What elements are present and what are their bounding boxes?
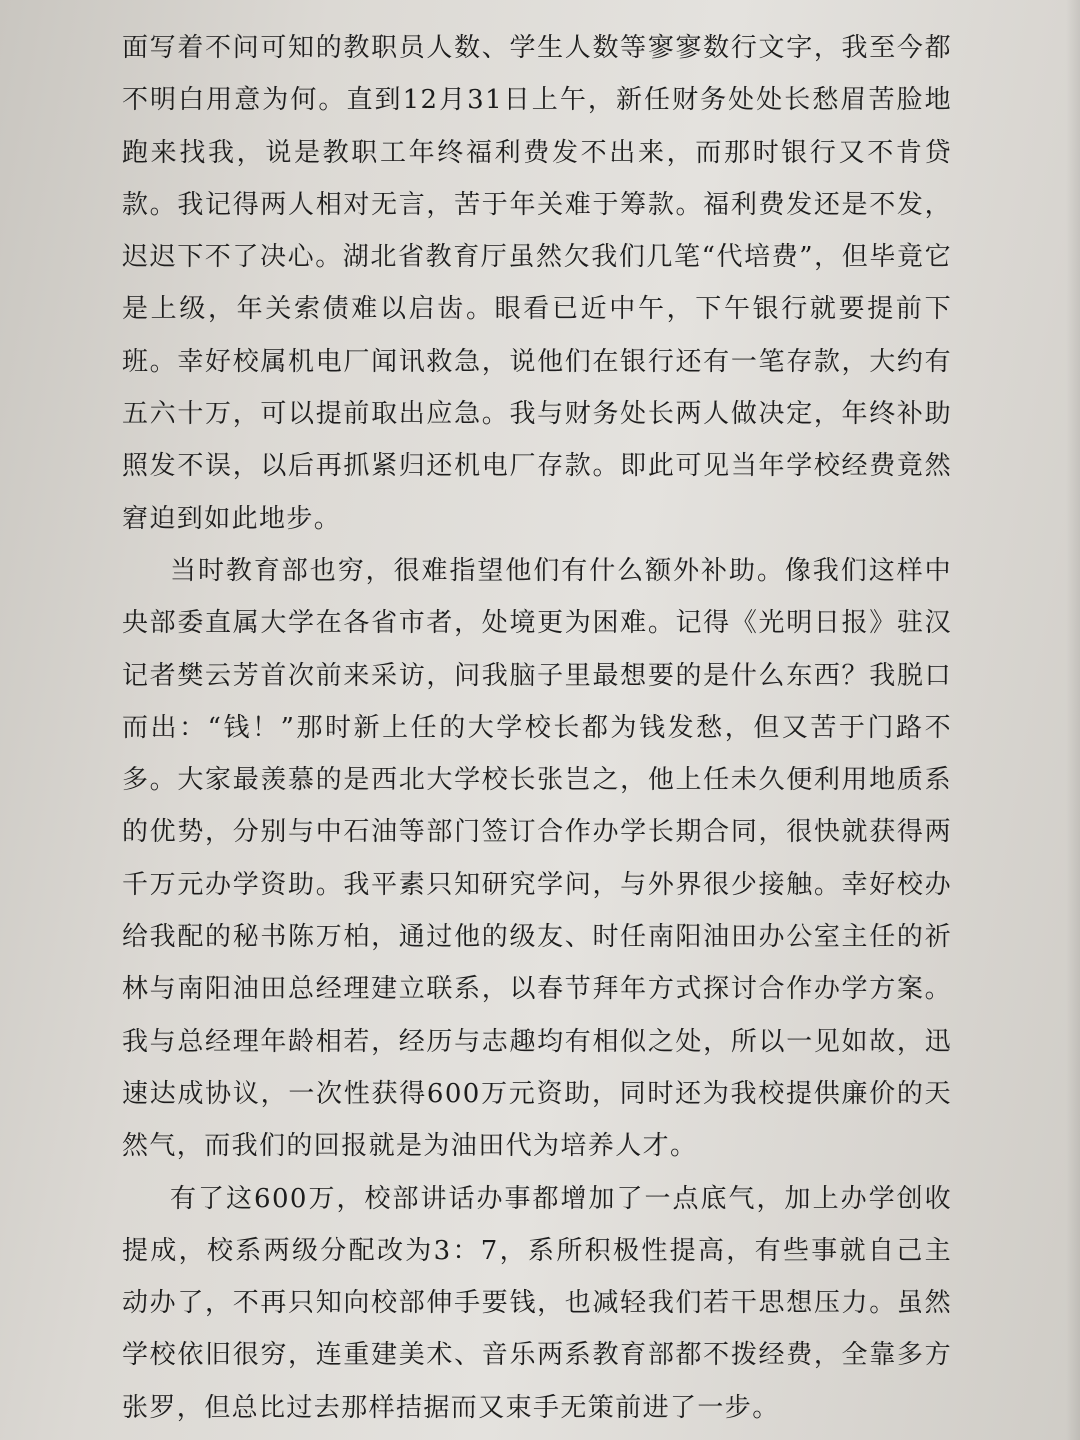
page-edge-shadow bbox=[1066, 0, 1080, 1440]
text-body bbox=[122, 22, 952, 1434]
paragraph-2: 当时教育部也穷，很难指望他们有什么额外补助。像我们这样中央部委直属大学在各省市者，处境更为困难。记得《光明日报》驻汉记者樊云芳首次前来采访，问我脑子里最想要的是什么东西？我脱口而出：“钱！”那时新上任的大学校长都为钱发愁，但又苦于门路不多。大家最羡慕的是西北大学校长张岂之，他上任未久便利用地质系的优势，分别与中石油等部门签订合作办学长期合同，很快就获得两千万元办学资助。我平素只知研究学问，与外界很少接触。幸好校办给我配的秘书陈万柏，通过他的级友、时任南阳油田办公室主任的祈林与南阳油田总经理建立联系，以春节拜年方式探讨合作办学方案。我与总经理年龄相若，经历与志趣均有相似之处，所以一见如故，迅速达成协议，一次性获得600万元资助，同时还为我校提供廉价的天然气，而我们的回报就是为油田代为培养人才。 bbox=[122, 555, 952, 1162]
paragraph-1: 面写着不问可知的教职员人数、学生人数等寥寥数行文字，我至今都不明白用意为何。直到12月31日上午，新任财务处处长愁眉苦脸地跑来找我，说是教职工年终福利费发不出来，而那时银行又不肯贷款。我记得两人相对无言，苦于年关难于筹款。福利费发还是不发，迟迟下不了决心。湖北省教育厅虽然欠我们几笔“代培费”，但毕竟它是上级，年关索债难以启齿。眼看已近中午，下午银行就要提前下班。幸好校属机电厂闻讯救急，说他们在银行还有一笔存款，大约有五六十万，可以提前取出应急。我与财务处长两人做决定，年终补助照发不误，以后再抓紧归还机电厂存款。即此可见当年学校经费竟然窘迫到如此地步。 bbox=[122, 33, 952, 534]
paragraph-3: 有了这600万，校部讲话办事都增加了一点底气，加上办学创收提成，校系两级分配改为3：7，系所积极性提高，有些事就自己主动办了，不再只知向校部伸手要钱，也减轻我们若干思想压力。虽然学校依旧很穷，连重建美术、音乐两系教育部都不拨经费，全靠多方张罗，但总比过去那样拮据而又束手无策前进了一步。 bbox=[122, 1183, 952, 1423]
